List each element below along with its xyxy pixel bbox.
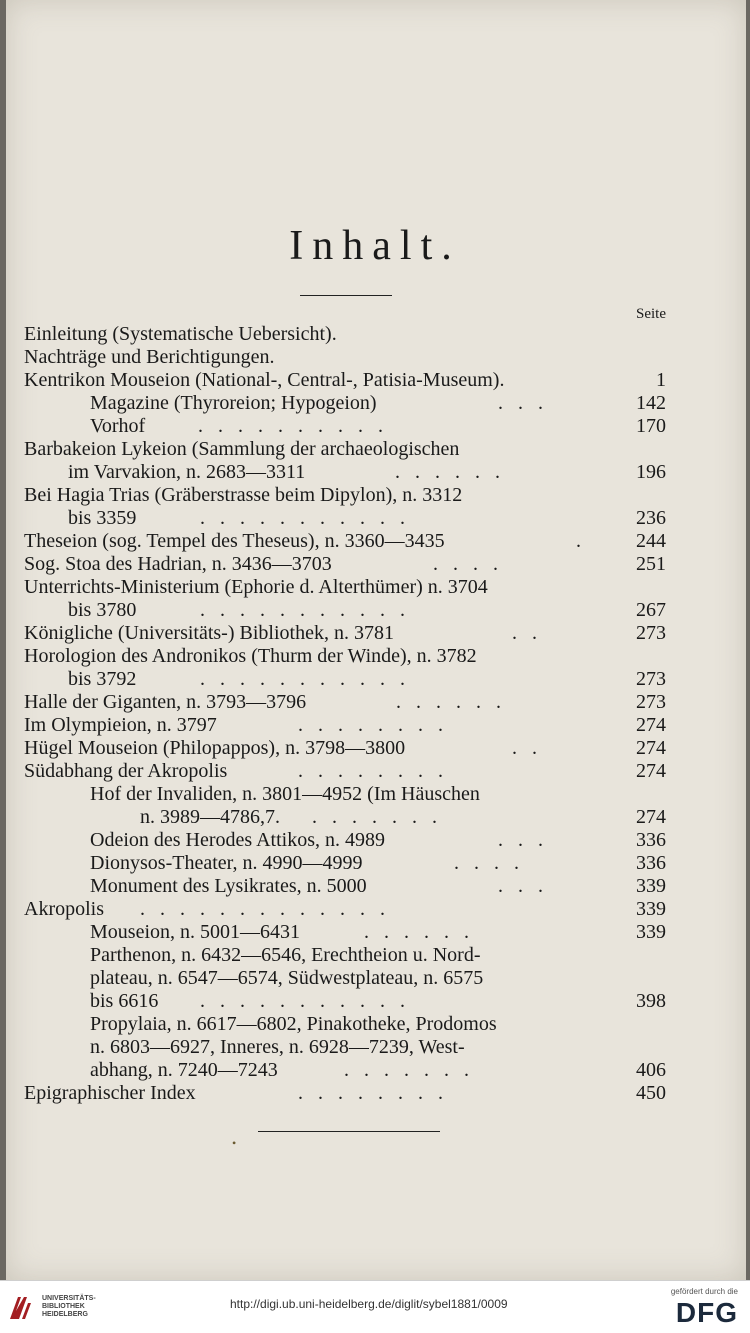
toc-entry-title: n. 3989—4786,7.	[140, 806, 280, 828]
toc-entry-page: 251	[636, 553, 666, 575]
toc-entry	[0, 460, 750, 484]
ink-mark: •	[232, 1136, 237, 1150]
toc-entry-leader: . . . . . . .	[344, 1059, 469, 1081]
toc-entry-leader: . .	[512, 737, 537, 759]
toc-entry	[0, 506, 750, 530]
toc-entry-leader: . . . . . . . . . . .	[200, 990, 405, 1012]
toc-entry-leader: . . .	[498, 875, 543, 897]
toc-entry-title: im Varvakion, n. 2683—3311	[68, 461, 306, 483]
funding-note: gefördert durch die	[670, 1287, 738, 1296]
toc-entry-page: 1	[656, 369, 666, 391]
toc-entry-title: Monument des Lysikrates, n. 5000	[90, 875, 367, 897]
toc-entry-title: Nachträge und Berichtigungen.	[24, 346, 275, 368]
toc-entry-page: 398	[636, 990, 666, 1012]
toc-entry-title: Magazine (Thyroreion; Hypogeion)	[90, 392, 377, 414]
toc-entry-page: 142	[636, 392, 666, 414]
toc-entry	[0, 575, 750, 599]
toc-entry-page: 274	[636, 714, 666, 736]
toc-entry	[0, 874, 750, 898]
toc-entry-leader: . . . . . .	[364, 921, 469, 943]
toc-entry-page: 336	[636, 852, 666, 874]
toc-entry-title: Odeion des Herodes Attikos, n. 4989	[90, 829, 385, 851]
toc-entry-page: 339	[636, 921, 666, 943]
toc-entry-page: 273	[636, 622, 666, 644]
toc-entry-title: Unterrichts-Ministerium (Ephorie d. Alterthümer) n. 3704	[24, 576, 488, 598]
toc-entry-leader: . . . .	[454, 852, 519, 874]
library-name	[42, 1295, 96, 1319]
toc-entry-leader: . . . . . . . . . . .	[200, 668, 405, 690]
toc-entry-leader: . . . . . . . .	[298, 714, 443, 736]
toc-entry-page: 196	[636, 461, 666, 483]
toc-entry-title: bis 3780	[68, 599, 137, 621]
library-name-line: BIBLIOTHEK	[42, 1303, 85, 1310]
toc-entry	[0, 483, 750, 507]
toc-entry-title: Dionysos-Theater, n. 4990—4999	[90, 852, 363, 874]
toc-entry	[0, 736, 750, 760]
toc-entry	[0, 414, 750, 438]
toc-entry	[0, 943, 750, 967]
toc-entry-title: Hof der Invaliden, n. 3801—4952 (Im Häuschen	[90, 783, 480, 805]
toc-entry-title: Mouseion, n. 5001—6431	[90, 921, 300, 943]
toc-entry-page: 273	[636, 668, 666, 690]
footer-bar	[0, 1280, 750, 1333]
toc-entry	[0, 1035, 750, 1059]
toc-entry-page: 274	[636, 760, 666, 782]
toc-entry-title: Kentrikon Mouseion (National-, Central-, Patisia-Museum).	[24, 369, 505, 391]
toc-entry-title: Vorhof	[90, 415, 146, 437]
toc-entry	[0, 989, 750, 1013]
toc-entry-leader: . . . . . . . .	[298, 1082, 443, 1104]
toc-entry	[0, 782, 750, 806]
toc-entry-title: Halle der Giganten, n. 3793—3796	[24, 691, 307, 713]
permalink-url[interactable]: http://digi.ub.uni-heidelberg.de/diglit/sybel1881/0009	[230, 1297, 508, 1311]
toc-entry-leader: .	[576, 530, 581, 552]
toc-entry-page: 339	[636, 898, 666, 920]
toc-entry-page: 236	[636, 507, 666, 529]
toc-entry-title: Propylaia, n. 6617—6802, Pinakotheke, Prodomos	[90, 1013, 497, 1035]
toc-entry-title: bis 6616	[90, 990, 159, 1012]
page-column-label: Seite	[636, 306, 666, 322]
toc-entry-leader: . . . . . .	[396, 691, 501, 713]
toc-entry	[0, 345, 750, 369]
toc-entry	[0, 1081, 750, 1105]
toc-entry	[0, 920, 750, 944]
toc-entry-page: 450	[636, 1082, 666, 1104]
toc-entry-page: 273	[636, 691, 666, 713]
toc-entry-leader: . . .	[498, 829, 543, 851]
toc-entry-page: 336	[636, 829, 666, 851]
toc-entry	[0, 552, 750, 576]
toc-entry-title: Bei Hagia Trias (Gräberstrasse beim Dipylon), n. 3312	[24, 484, 463, 506]
toc-entry	[0, 1012, 750, 1036]
toc-entry-page: 244	[636, 530, 666, 552]
toc-entry	[0, 805, 750, 829]
toc-entry-leader: . . . . . . . .	[298, 760, 443, 782]
toc-entry-title: abhang, n. 7240—7243	[90, 1059, 278, 1081]
toc-entry	[0, 437, 750, 461]
toc-entry-title: Im Olympieion, n. 3797	[24, 714, 217, 736]
toc-entry-leader: . . . . . . . . . .	[198, 415, 383, 437]
toc-entry	[0, 667, 750, 691]
toc-entry	[0, 897, 750, 921]
toc-entry	[0, 621, 750, 645]
toc-entry-title: Hügel Mouseion (Philopappos), n. 3798—3800	[24, 737, 406, 759]
page-title: Inhalt.	[289, 223, 461, 269]
toc-entry-leader: . . . . . . . . . . . . .	[140, 898, 385, 920]
toc-entry	[0, 966, 750, 990]
toc-entry-leader: . . .	[498, 392, 543, 414]
title-divider	[300, 295, 392, 296]
toc-entry-title: bis 3359	[68, 507, 137, 529]
toc-entry-page: 339	[636, 875, 666, 897]
toc-entry-page: 406	[636, 1059, 666, 1081]
toc-entry-page: 274	[636, 737, 666, 759]
toc-entry-title: Sog. Stoa des Hadrian, n. 3436—3703	[24, 553, 332, 575]
toc-entry	[0, 713, 750, 737]
toc-entry-page: 170	[636, 415, 666, 437]
toc-entry	[0, 1058, 750, 1082]
toc-entry-title: Epigraphischer Index	[24, 1082, 196, 1104]
toc-entry	[0, 851, 750, 875]
library-logo-icon	[8, 1295, 34, 1321]
toc-entry-title: bis 3792	[68, 668, 137, 690]
toc-entry	[0, 644, 750, 668]
toc-entry-title: Parthenon, n. 6432—6546, Erechtheion u. Nord-	[90, 944, 481, 966]
toc-entry-title: Südabhang der Akropolis	[24, 760, 228, 782]
toc-entry-leader: . . . . . . . . . . .	[200, 507, 405, 529]
toc-entry	[0, 598, 750, 622]
dfg-logo: DFG	[675, 1297, 738, 1328]
toc-entry-title: plateau, n. 6547—6574, Südwestplateau, n. 6575	[90, 967, 484, 989]
toc-entry-title: Einleitung (Systematische Uebersicht).	[24, 323, 337, 345]
toc-entry-title: n. 6803—6927, Inneres, n. 6928—7239, West-	[90, 1036, 465, 1058]
library-name-line: HEIDELBERG	[42, 1311, 88, 1318]
toc-entry-page: 274	[636, 806, 666, 828]
toc-entry-leader: . .	[512, 622, 537, 644]
toc-entry-leader: . . . .	[433, 553, 498, 575]
library-name-line: UNIVERSITÄTS-	[42, 1295, 96, 1302]
toc-entry-leader: . . . . . .	[395, 461, 500, 483]
toc-entry	[0, 828, 750, 852]
toc-entry-title: Horologion des Andronikos (Thurm der Winde), n. 3782	[24, 645, 477, 667]
toc-entry	[0, 759, 750, 783]
toc-entry-title: Theseion (sog. Tempel des Theseus), n. 3360—3435	[24, 530, 445, 552]
toc-entry-title: Akropolis	[24, 898, 104, 920]
toc-entry	[0, 690, 750, 714]
bottom-divider	[258, 1131, 440, 1132]
toc-entry-leader: . . . . . . . . . . .	[200, 599, 405, 621]
toc-entry	[0, 368, 750, 392]
toc-entry-leader: . . . . . . .	[312, 806, 437, 828]
toc-entry	[0, 391, 750, 415]
toc-entry-page: 267	[636, 599, 666, 621]
toc-entry	[0, 529, 750, 553]
toc-entry-title: Barbakeion Lykeion (Sammlung der archaeologischen	[24, 438, 460, 460]
toc-entry	[0, 322, 750, 346]
toc-entry-title: Königliche (Universitäts-) Bibliothek, n. 3781	[24, 622, 394, 644]
